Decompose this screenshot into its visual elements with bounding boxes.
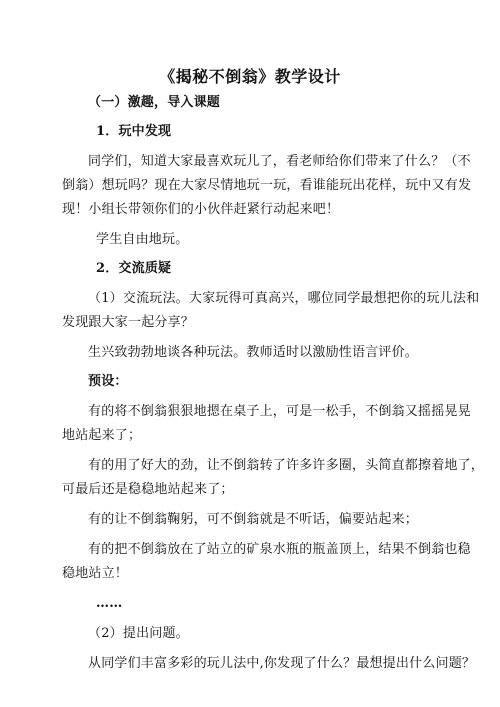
- paragraph-line: （1）交流玩法。大家玩得可真高兴，哪位同学最想把你的玩儿法和: [88, 291, 480, 306]
- subsection-heading: 2．交流质疑: [96, 261, 172, 276]
- paragraph-line: 有的让不倒翁鞠躬，可不倒翁就是不听话，偏要站起来；: [88, 512, 419, 527]
- ellipsis: ……: [96, 596, 123, 611]
- paragraph-line: 有的将不倒翁狠狠地摁在桌子上，可是一松手，不倒翁又摇摇晃晃: [88, 404, 471, 419]
- paragraph-line: 学生自由地玩。: [96, 232, 189, 247]
- paragraph-line: （2）提出问题。: [88, 626, 189, 641]
- subsection-heading: 1．玩中发现: [96, 124, 172, 139]
- paragraph-line: 同学们，知道大家最喜欢玩儿了，看老师给你们带来了什么？（不: [88, 154, 471, 169]
- paragraph-line: 倒翁）想玩吗？现在大家尽情地玩一玩，看谁能玩出花样，玩中又有发: [62, 178, 472, 193]
- paragraph-line: 有的用了好大的劲，让不倒翁转了许多许多圈，头简直都擦着地了，: [88, 458, 485, 473]
- paragraph-line: 地站起来了；: [62, 428, 142, 443]
- paragraph-line: 可最后还是稳稳地站起来了；: [62, 482, 234, 497]
- paragraph-line: 从同学们丰富多彩的玩儿法中,你发现了什么？最想提出什么问题？: [88, 656, 476, 671]
- document-title: 《揭秘不倒翁》教学设计: [159, 67, 341, 86]
- paragraph-line: 现！小组长带领你们的小伙伴赶紧行动起来吧！: [62, 202, 340, 217]
- section-heading: （一）激趣，导入课题: [88, 95, 221, 110]
- paragraph-line: 稳地站立！: [62, 566, 129, 581]
- preset-label: 预设：: [88, 374, 128, 389]
- paragraph-line: 生兴致勃勃地谈各种玩法。教师适时以激励性语言评价。: [88, 345, 419, 360]
- paragraph-line: 发现跟大家一起分享？: [62, 315, 195, 330]
- paragraph-line: 有的把不倒翁放在了站立的矿泉水瓶的瓶盖顶上，结果不倒翁也稳: [88, 542, 471, 557]
